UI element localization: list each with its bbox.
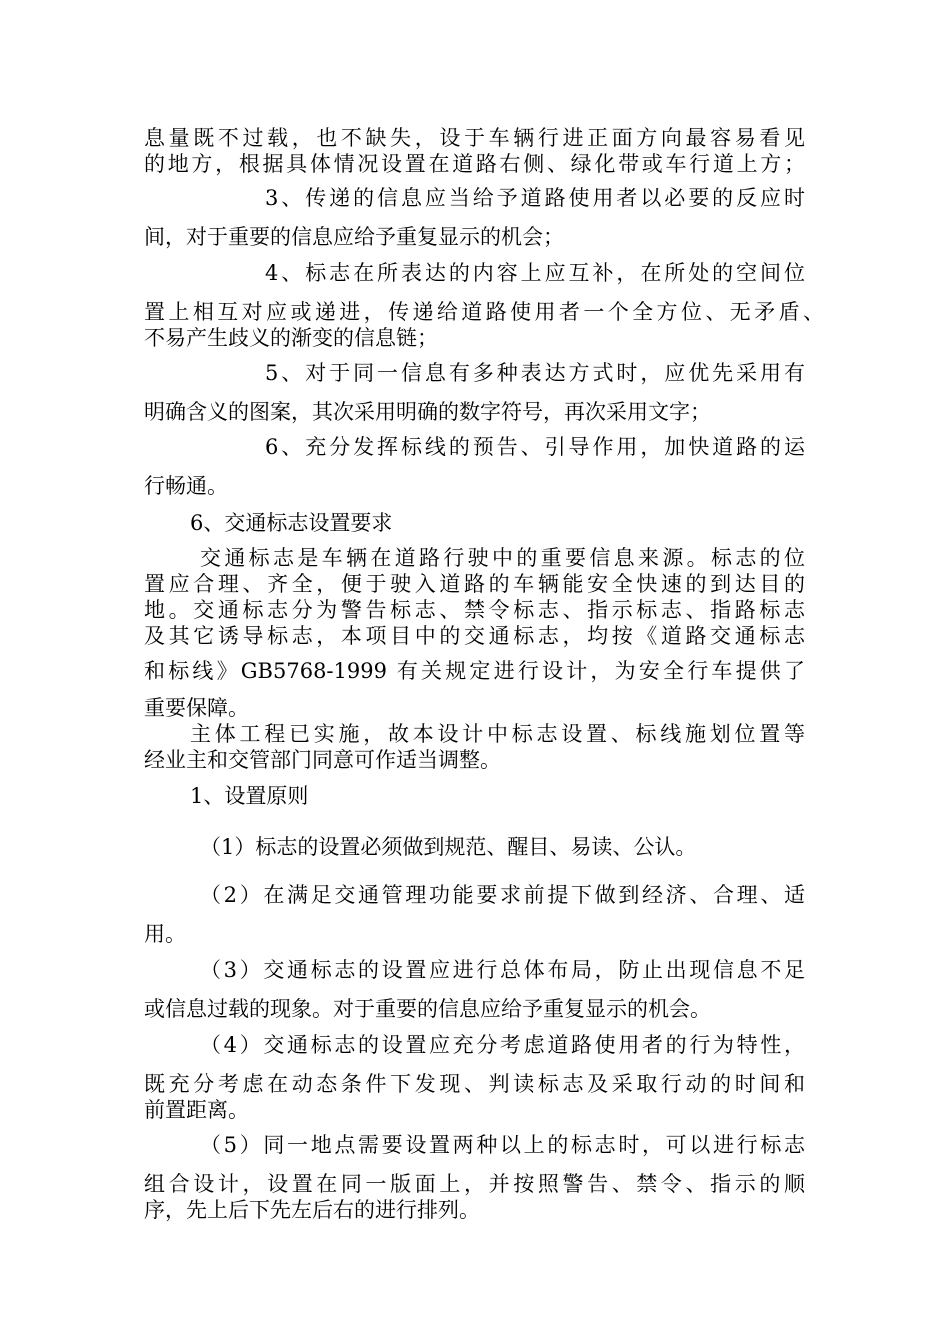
paragraph-line: 及其它诱导标志，本项目中的交通标志，均按《道路交通标志 <box>144 624 805 648</box>
list-item-4: 4、标志在所表达的内容上应互补，在所处的空间位 <box>265 261 805 285</box>
text-line: 的地方，根据具体情况设置在道路右侧、绿化带或车行道上方； <box>144 152 805 176</box>
text-line: 置上相互对应或递进，传递给道路使用者一个全方位、无矛盾、 <box>144 300 824 324</box>
paragraph-line: 地。交通标志分为警告标志、禁令标志、指示标志、指路标志 <box>144 598 805 622</box>
paragraph-line: 置应合理、齐全，便于驶入道路的车辆能安全快速的到达目的 <box>144 572 805 596</box>
paragraph-line: 重要保障。 <box>144 696 249 720</box>
text-line: 不易产生歧义的渐变的信息链； <box>144 326 438 350</box>
text-line: 用。 <box>144 922 186 946</box>
paragraph-line: 交通标志是车辆在道路行驶中的重要信息来源。标志的位 <box>200 546 805 570</box>
section-heading: 6、交通标志设置要求 <box>190 511 393 535</box>
paragraph-line: 和标线》GB5768-1999 有关规定进行设计，为安全行车提供了 <box>144 659 805 683</box>
list-item-5: 5、对于同一信息有多种表达方式时，应优先采用有 <box>265 361 805 385</box>
section-heading: 1、设置原则 <box>190 784 309 808</box>
text-line: 明确含义的图案，其次采用明确的数字符号，再次采用文字； <box>144 400 711 424</box>
list-item: （1）标志的设置必须做到规范、醒目、易读、公认。 <box>200 835 697 859</box>
text-line: 前置距离。 <box>144 1098 249 1122</box>
text-line: 间，对于重要的信息应给予重复显示的机会； <box>144 225 564 249</box>
paragraph-line: 主体工程已实施，故本设计中标志设置、标线施划位置等 <box>190 722 805 746</box>
list-item: （4）交通标志的设置应充分考虑道路使用者的行为特性， <box>200 1033 805 1057</box>
list-item: （3）交通标志的设置应进行总体布局，防止出现信息不足 <box>200 958 805 982</box>
list-item: （5）同一地点需要设置两种以上的标志时，可以进行标志 <box>200 1133 805 1157</box>
text-line: 行畅通。 <box>144 474 228 498</box>
text-line: 息量既不过载，也不缺失，设于车辆行进正面方向最容易看见 <box>144 126 805 150</box>
list-item-3: 3、传递的信息应当给予道路使用者以必要的反应时 <box>265 186 805 210</box>
text-line: 组合设计，设置在同一版面上，并按照警告、禁令、指示的顺 <box>144 1172 805 1196</box>
text-line: 或信息过载的现象。对于重要的信息应给予重复显示的机会。 <box>144 997 711 1021</box>
text-line: 既充分考虑在动态条件下发现、判读标志及采取行动的时间和 <box>144 1072 805 1096</box>
list-item-6: 6、充分发挥标线的预告、引导作用，加快道路的运 <box>265 435 805 459</box>
paragraph-line: 经业主和交管部门同意可作适当调整。 <box>144 748 501 772</box>
list-item: （2）在满足交通管理功能要求前提下做到经济、合理、适 <box>200 883 805 907</box>
text-line: 序，先上后下先左后右的进行排列。 <box>144 1198 480 1222</box>
